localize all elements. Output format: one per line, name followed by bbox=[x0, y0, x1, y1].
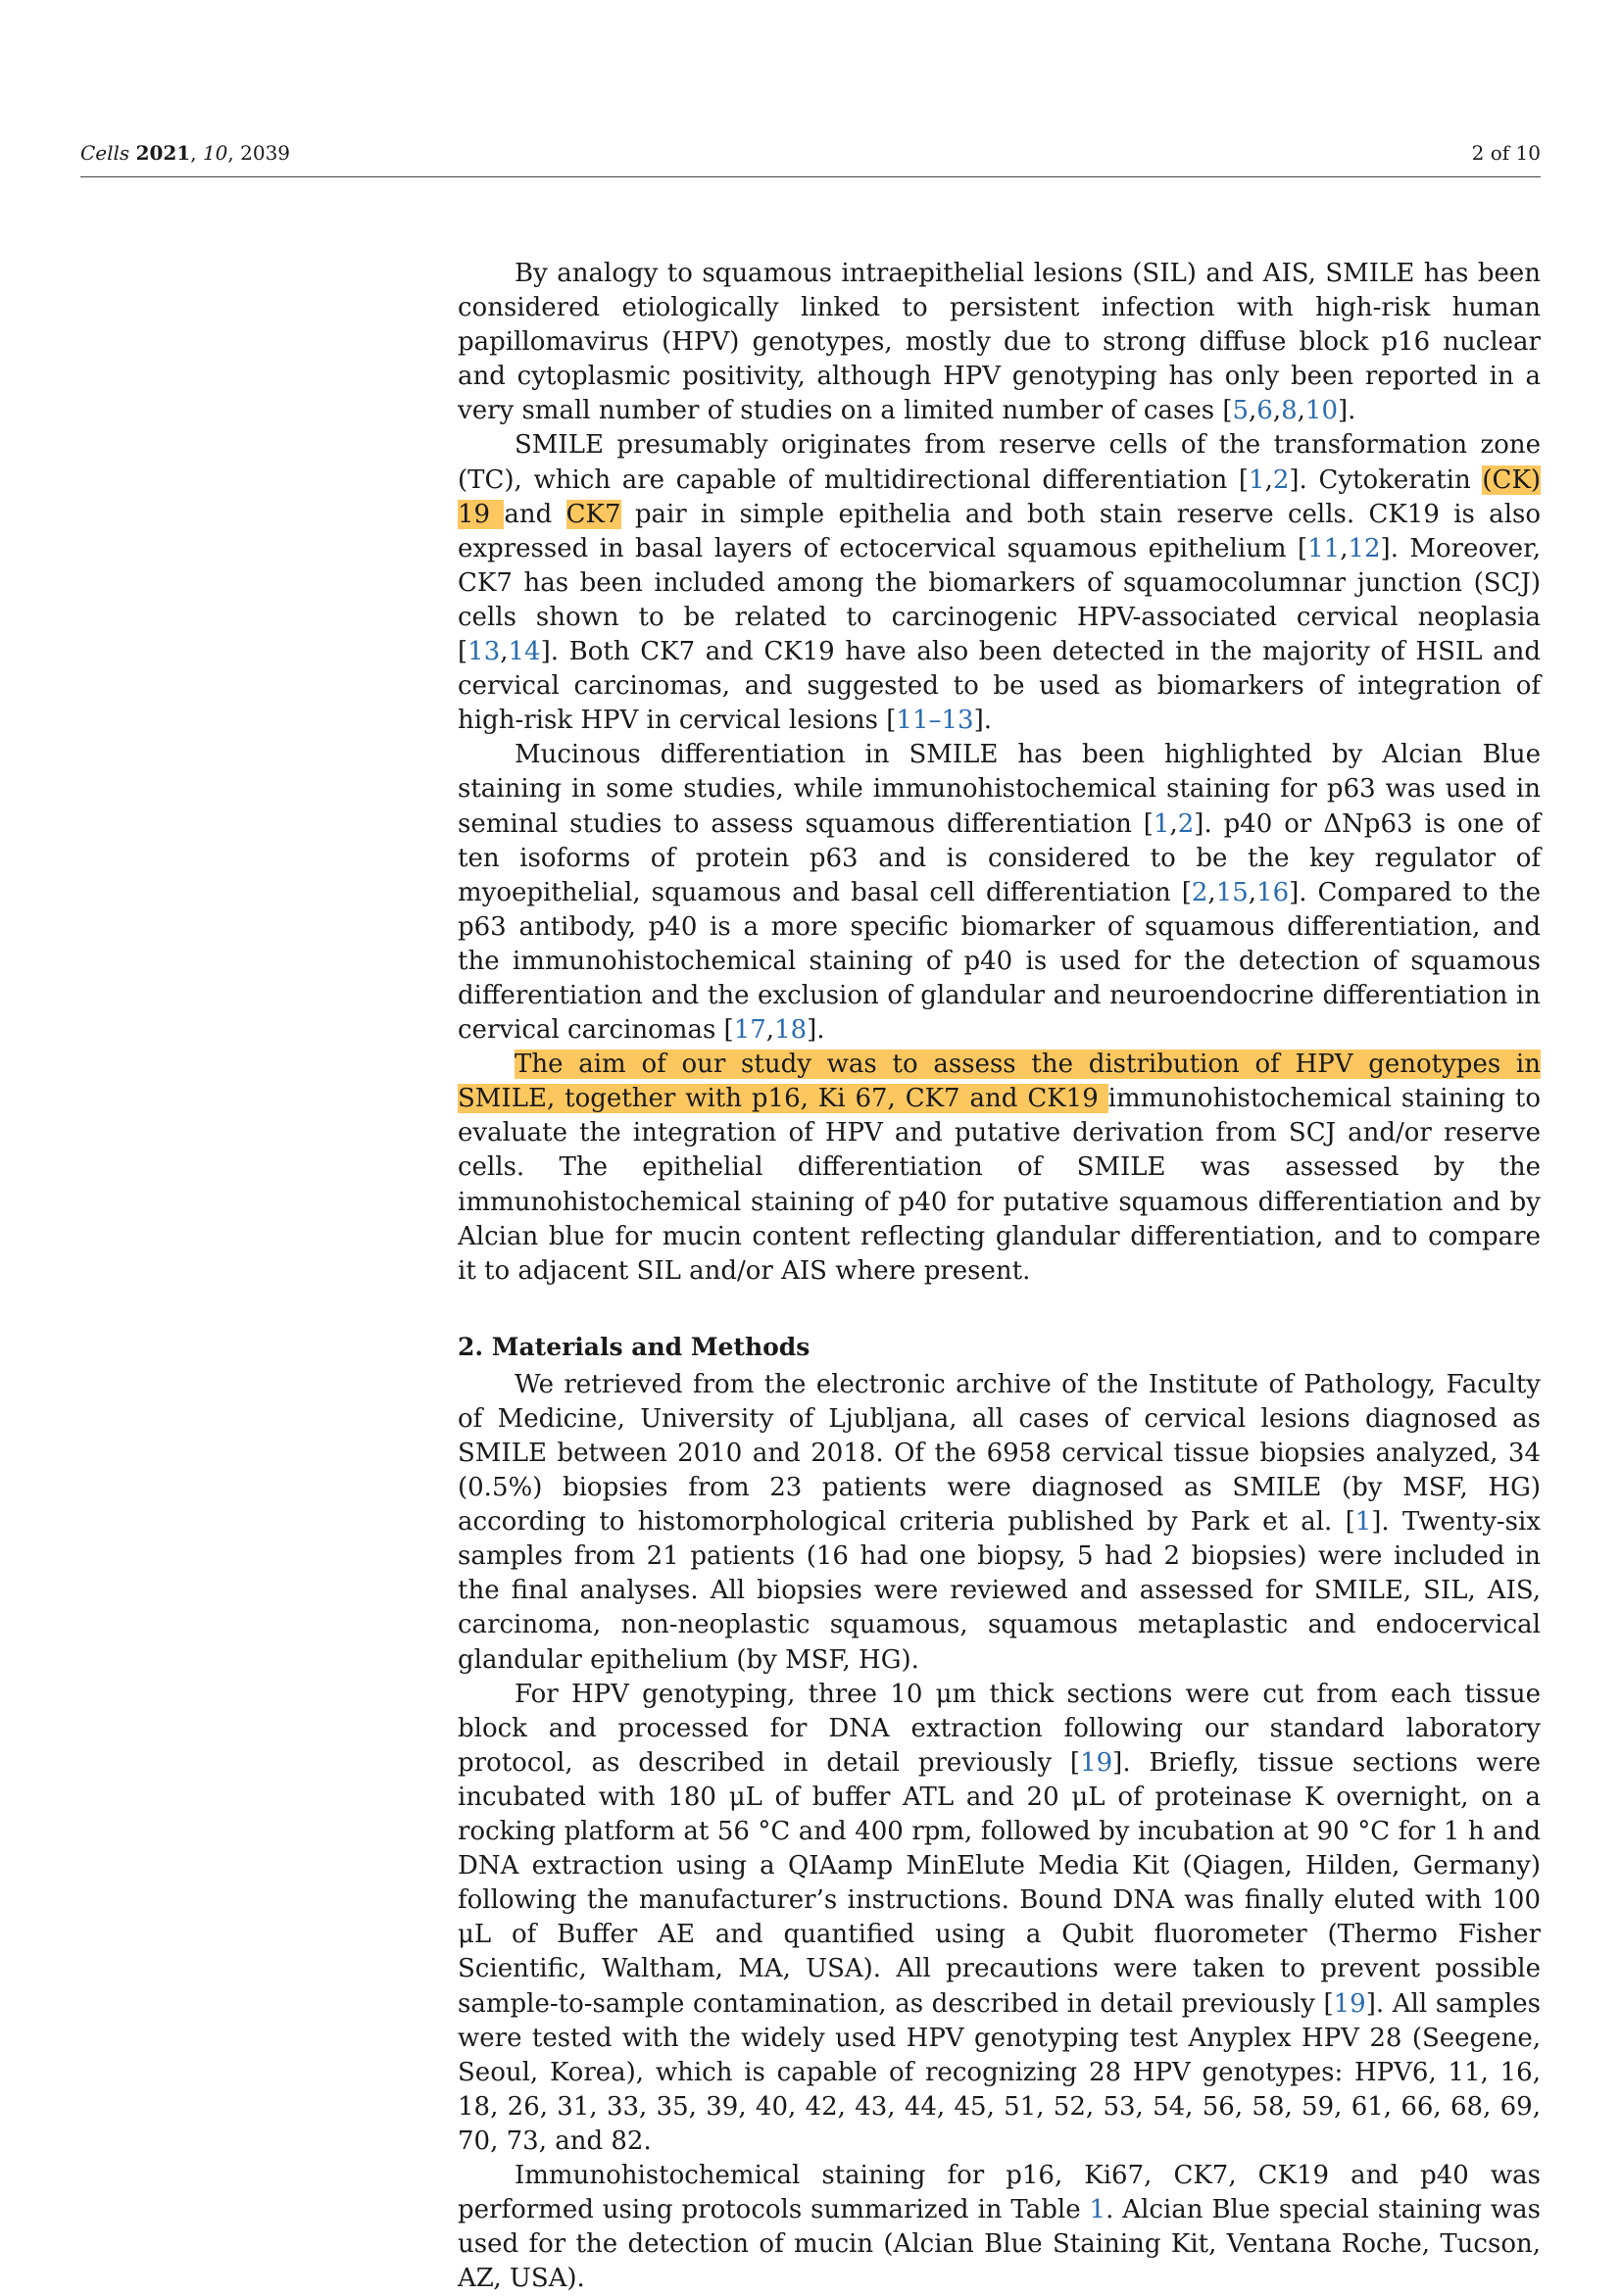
citation-link[interactable]: 5 bbox=[1232, 396, 1250, 426]
paragraph-4: The aim of our study was to assess the distribution of HPV genotypes in SMILE, together with p16, Ki 67, CK7 and CK19 immunohistochemical staining to evaluate the integration of HPV and putative derivation from SCJ and/or reserve cells. The epithelial differentiation of SMILE was assessed by the immunohistochemical staining of p40 for putative squamous differentiation and by Alcian blue for mucin content reflecting glandular differentiation, and to compare it to adjacent SIL and/or AIS where present. bbox=[458, 1050, 1541, 1286]
paragraph-6: For HPV genotyping, three 10 μm thick sections were cut from each tissue block and processed for DNA extraction following our standard laboratory protocol, as described in detail previously [19]. Briefly, tissue sections were incubated with 180 μL of buffer ATL and 20 μL of proteinase K overnight, on a rocking platform at 56 °C and 400 rpm, followed by incubation at 90 °C for 1 h and DNA extraction using a QIAamp MinElute Media Kit (Qiagen, Hilden, Germany) following the manufacturer’s instructions. Bound DNA was finally eluted with 100 μL of Buffer AE and quantified using a Qubit fluorometer (Thermo Fisher Scientific, Waltham, MA, USA). All precautions were taken to prevent possible sample-to-sample contamination, as described in detail previously [19]. All samples were tested with the widely used HPV genotyping test Anyplex HPV 28 (Seegene, Seoul, Korea), which is capable of recognizing 28 HPV genotypes: HPV6, 11, 16, 18, 26, 31, 33, 35, 39, 40, 42, 43, 44, 45, 51, 52, 53, 54, 56, 58, 59, 61, 66, 68, 69, 70, 73, and 82. bbox=[458, 1679, 1542, 2156]
citation-link[interactable]: 8 bbox=[1281, 396, 1298, 426]
highlight-annotation: CK7 bbox=[565, 499, 621, 529]
citation-link[interactable]: 18 bbox=[774, 1015, 808, 1046]
citation-link[interactable]: 6 bbox=[1256, 396, 1273, 426]
running-header bbox=[80, 137, 1541, 177]
citation-link[interactable]: 19 bbox=[1333, 1988, 1366, 2019]
highlight-annotation: The aim of our study was to assess the distribution of HPV genotypes in SMILE, together with p16, Ki 67, CK7 and CK19 bbox=[458, 1050, 1541, 1114]
table-link[interactable]: 1 bbox=[1089, 2195, 1106, 2225]
citation-link[interactable]: 1 bbox=[1354, 1507, 1372, 1538]
page-number: 2 of 10 bbox=[1471, 141, 1541, 165]
citation-link[interactable]: 2 bbox=[1272, 464, 1290, 495]
journal-volume: 10 bbox=[202, 141, 228, 165]
article-number: 2039 bbox=[240, 141, 291, 165]
citation-link[interactable]: 19 bbox=[1080, 1747, 1113, 1778]
paragraph-3: Mucinous differentiation in SMILE has been highlighted by Alcian Blue staining in some studies, while immunohistochemical staining for p63 was used in seminal studies to assess squamous differentiation [1,2]. p40 or ΔNp63 is one of ten isoforms of protein p63 and is considered to be the key regulator of myoepithelial, squamous and basal cell differentiation [2,15,16]. Compared to the p63 antibody, p40 is a more specific biomarker of squamous differentiation, and the immunohistochemical staining of p40 is used for the detection of squamous differentiation and the exclusion of glandular and neuroendocrine differentiation in cervical carcinomas [17,18]. bbox=[458, 740, 1541, 1046]
citation-link[interactable]: 11 bbox=[1307, 533, 1341, 563]
citation-line: Cells 2021, 10, 2039 bbox=[80, 141, 291, 165]
citation-link[interactable]: 14 bbox=[508, 637, 541, 667]
journal-year: 2021 bbox=[135, 141, 191, 165]
paragraph-1: By analogy to squamous intraepithelial lesions (SIL) and AIS, SMILE has been considered etiologically linked to persistent infection with high-risk human papillomavirus (HPV) genotypes, mostly due to strong diffuse block p16 nuclear and cytoplasmic positivity, although HPV genotyping has only been reported in a very small number of studies on a limited number of cases [5,6,8,10]. bbox=[458, 259, 1541, 426]
journal-name: Cells bbox=[80, 141, 130, 165]
citation-link[interactable]: 1 bbox=[1249, 464, 1265, 495]
citation-link[interactable]: 2 bbox=[1177, 808, 1195, 839]
citation-link[interactable]: 11–13 bbox=[896, 706, 974, 736]
citation-link[interactable]: 1 bbox=[1153, 808, 1170, 839]
citation-link[interactable]: 13 bbox=[467, 637, 501, 667]
article-body bbox=[458, 257, 1541, 2296]
citation-link[interactable]: 15 bbox=[1215, 877, 1249, 907]
citation-link[interactable]: 16 bbox=[1256, 877, 1290, 907]
paragraph-5: We retrieved from the electronic archive of the Institute of Pathology, Faculty of Medicine, University of Ljubljana, all cases of cervical lesions diagnosed as SMILE between 2010 and 2018. Of the 6958 cervical tissue biopsies analyzed, 34 (0.5%) biopsies from 23 patients were diagnosed as SMILE (by MSF, HG) according to histomorphological criteria published by Park et al. [1]. Twenty-six samples from 21 patients (16 had one biopsy, 5 had 2 biopsies) were included in the final analyses. All biopsies were reviewed and assessed for SMILE, SIL, AIS, carcinoma, non-neoplastic squamous, squamous metaplastic and endocervical glandular epithelium (by MSF, HG). bbox=[458, 1369, 1542, 1675]
citation-link[interactable]: 12 bbox=[1348, 533, 1381, 563]
citation-link[interactable]: 2 bbox=[1191, 877, 1208, 907]
paragraph-2: SMILE presumably originates from reserve cells of the transformation zone (TC), which are capable of multidirectional differentiation [1,2]. Cytokeratin (CK) 19 and CK7 pair in simple epithelia and both stain reserve cells. CK19 is also expressed in basal layers of ectocervical squamous epithelium [11,12]. Moreover, CK7 has been included among the biomarkers of squamocolumnar junction (SCJ) cells shown to be related to carcinogenic HPV-associated cervical neoplasia [13,14]. Both CK7 and CK19 have also been detected in the majority of HSIL and cervical carcinomas, and suggested to be used as biomarkers of integration of high-risk HPV in cervical lesions [11–13]. bbox=[458, 430, 1542, 736]
paragraph-7: Immunohistochemical staining for p16, Ki67, CK7, CK19 and p40 was performed using protocols summarized in Table 1. Alcian Blue special staining was used for the detection of mucin (Alcian Blue Staining Kit, Ventana Roche, Tucson, AZ, USA). bbox=[458, 2160, 1542, 2294]
highlight-annotation: (CK) 19 bbox=[458, 464, 1542, 529]
section-heading: 2. Materials and Methods bbox=[458, 1332, 810, 1361]
citation-link[interactable]: 10 bbox=[1304, 396, 1339, 426]
citation-link[interactable]: 17 bbox=[733, 1015, 766, 1046]
